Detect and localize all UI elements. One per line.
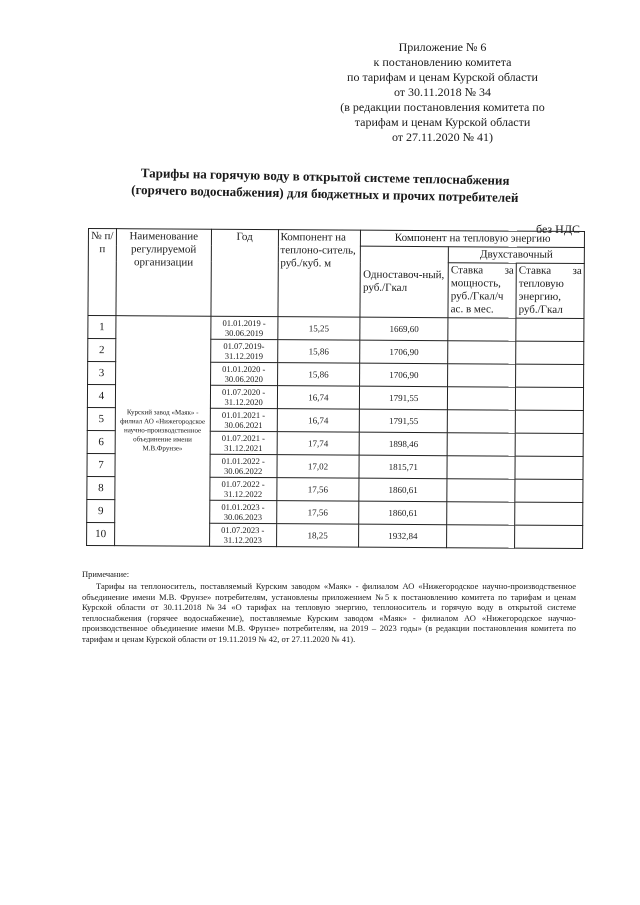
single-rate-value: 1706,90	[360, 340, 448, 364]
power-rate-cell	[448, 341, 516, 364]
power-rate-cell	[447, 502, 515, 525]
title-line: (горячего водоснабжения) для бюджетных и прочих потребителей	[131, 181, 519, 206]
header-heat: Компонент на тепловую энергию	[361, 230, 585, 247]
energy-rate-cell	[515, 456, 583, 479]
period-cell: 01.07.2020 - 31.12.2020	[210, 385, 277, 408]
appendix-line: от 30.11.2018 № 34	[393, 85, 492, 99]
power-rate-cell	[448, 318, 516, 341]
period-cell: 01.01.2021 - 30.06.2021	[210, 408, 277, 431]
header-two: Двухставочный	[448, 247, 584, 264]
row-number: 2	[88, 339, 116, 362]
row-number: 6	[87, 430, 115, 453]
energy-rate-cell	[515, 525, 583, 548]
energy-rate-cell	[516, 364, 584, 387]
header-single: Одноставоч-ный, руб./Гкал	[360, 246, 448, 318]
carrier-value: 16,74	[277, 386, 360, 410]
tariff-table	[86, 228, 585, 549]
power-rate-cell	[447, 456, 515, 479]
table-row	[88, 316, 584, 342]
vat-note: без НДС	[536, 222, 581, 236]
single-rate-value: 1706,90	[360, 363, 448, 387]
power-rate-cell	[447, 525, 515, 548]
header-num: № п/п	[88, 229, 116, 316]
appendix-line: от 27.11.2020 № 41)	[391, 130, 494, 144]
single-rate-value: 1791,55	[360, 386, 448, 410]
row-number: 10	[87, 522, 115, 545]
header-power: Ставка за мощность, руб./Гкал/ч ас. в мес.	[448, 263, 516, 318]
single-rate-value: 1898,46	[359, 432, 447, 456]
carrier-value: 17,56	[276, 478, 359, 502]
single-rate-value: 1669,60	[360, 317, 448, 341]
title-line: Тарифы на горячую воду в открытой системе теплоснабжения	[140, 165, 510, 188]
row-number: 7	[87, 453, 115, 476]
energy-rate-cell	[515, 387, 583, 410]
carrier-value: 15,86	[277, 340, 360, 364]
power-rate-cell	[447, 479, 515, 502]
carrier-value: 16,74	[277, 409, 360, 433]
period-cell: 01.07.2019- 31.12.2019	[210, 339, 277, 362]
single-rate-value: 1815,71	[359, 455, 447, 479]
appendix-line: тарифам и ценам Курской области	[354, 115, 531, 129]
row-number: 1	[88, 316, 116, 339]
power-rate-cell	[447, 433, 515, 456]
carrier-value: 15,86	[277, 363, 360, 387]
carrier-value: 17,02	[277, 455, 360, 479]
period-cell: 01.01.2023 - 30.06.2023	[209, 500, 276, 523]
row-number: 8	[87, 476, 115, 499]
energy-rate-cell	[515, 433, 583, 456]
carrier-value: 17,74	[277, 432, 360, 456]
note-text: Тарифы на теплоноситель, поставляемый Курским заводом «Маяк» - филиалом АО «Нижегородское научно-производственное объединение имени М.В. Фрунзе» потребителям, установлены приложением №5 к постановлению комитета по тарифам и ценам Курской области от 30.11.2018 №34 «О тарифах на тепловую энергию, теплоноситель и горячую воду в открытой системе теплоснабжения (горячее водоснабжение), поставляемые Курским заводом «Маяк» - филиалом АО «Нижегородское научно-производственное объединение имени М.В. Фрунзе» потребителям, на 2019 – 2023 годы» (в редакции постановления комитета по тарифам и ценам Курской области от 19.11.2019 № 42, от 27.11.2020 № 41).	[82, 581, 576, 644]
appendix-header	[320, 40, 565, 145]
header-org: Наименование регулируемой организации	[116, 229, 211, 317]
carrier-value: 15,25	[277, 317, 360, 341]
carrier-value: 17,56	[276, 501, 359, 525]
header-year: Год	[211, 229, 278, 316]
period-cell: 01.07.2023 - 31.12.2023	[209, 523, 276, 546]
appendix-line: к постановлению комитета	[373, 55, 512, 69]
row-number: 5	[87, 407, 115, 430]
energy-rate-cell	[515, 410, 583, 433]
energy-rate-cell	[515, 479, 583, 502]
period-cell: 01.01.2020 - 30.06.2020	[210, 362, 277, 385]
carrier-value: 18,25	[276, 524, 359, 548]
document-title	[80, 163, 571, 207]
appendix-line: Приложение № 6	[398, 40, 487, 54]
row-number: 3	[88, 362, 116, 385]
period-cell: 01.07.2021 - 31.12.2021	[210, 431, 277, 454]
row-number: 9	[87, 499, 115, 522]
power-rate-cell	[448, 387, 516, 410]
single-rate-value: 1860,61	[359, 478, 447, 502]
row-number: 4	[87, 385, 115, 408]
single-rate-value: 1932,84	[359, 524, 447, 548]
period-cell: 01.01.2022 - 30.06.2022	[210, 454, 277, 477]
header-energy: Ставка за тепловую энергию, руб./Гкал	[516, 263, 584, 318]
appendix-line: (в редакции постановления комитета по	[340, 100, 545, 114]
power-rate-cell	[447, 410, 515, 433]
organization-name: Курский завод «Маяк» - филиал АО «Нижегородское научно-производственное объединение имени М.В.Фрунзе»	[114, 316, 210, 547]
power-rate-cell	[448, 364, 516, 387]
energy-rate-cell	[515, 502, 583, 525]
period-cell: 01.01.2019 - 30.06.2019	[211, 316, 278, 339]
note-label: Примечание:	[82, 569, 130, 579]
energy-rate-cell	[516, 341, 584, 364]
single-rate-value: 1791,55	[360, 409, 448, 433]
single-rate-value: 1860,61	[359, 501, 447, 525]
period-cell: 01.07.2022 - 31.12.2022	[210, 477, 277, 500]
appendix-line: по тарифам и ценам Курской области	[347, 70, 538, 84]
header-carrier: Компонент на теплоно-ситель, руб./куб. м	[278, 230, 361, 318]
energy-rate-cell	[516, 318, 584, 341]
